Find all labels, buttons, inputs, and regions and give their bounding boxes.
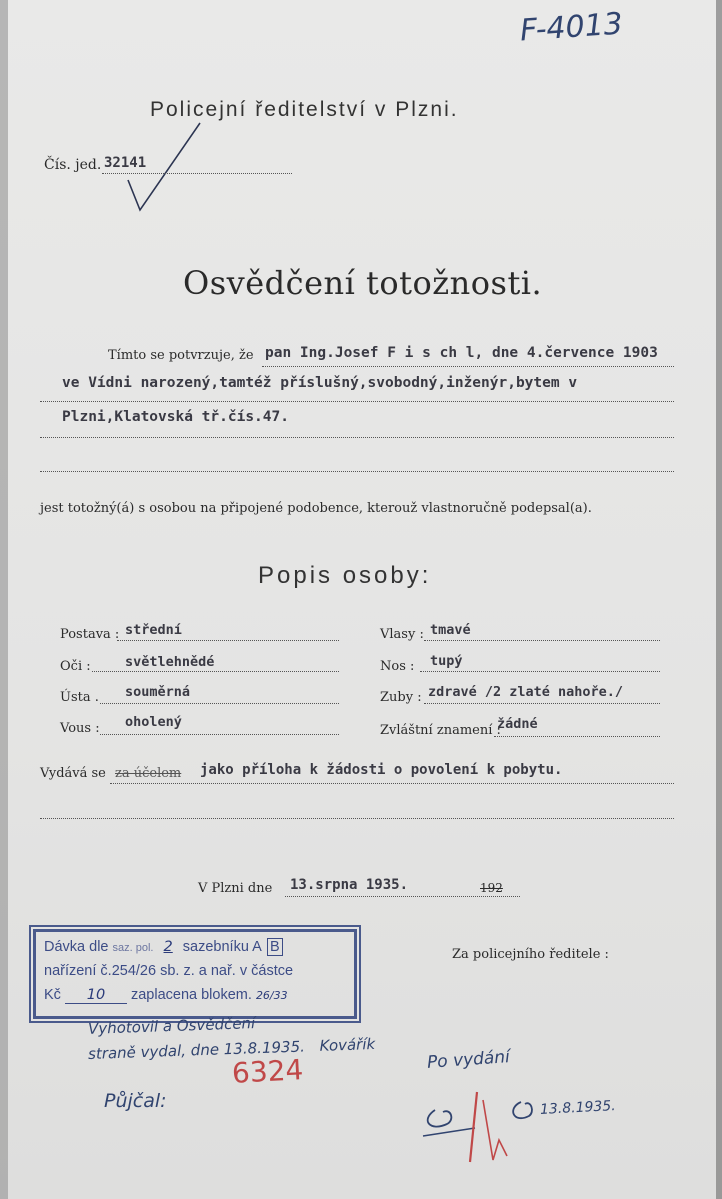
stamp-text: Dávka dle: [44, 939, 109, 955]
dotted-line: [420, 671, 660, 672]
red-file-number: 6324: [231, 1053, 305, 1090]
date-value: 13.srpna 1935.: [290, 877, 409, 893]
dotted-line: [285, 896, 520, 897]
struck-year: 192: [480, 881, 503, 895]
cis-value: 32141: [104, 155, 147, 171]
reference-number: F-4013: [518, 6, 624, 49]
signature-date: 13.8.1935.: [539, 1098, 617, 1118]
handwritten-note-text: straně vydal, dne 13.8.1935.: [87, 1037, 306, 1064]
stamp-line-1: [44, 938, 283, 956]
issued-struck-text: za účelem: [115, 766, 182, 781]
stamp-text: Kč: [44, 987, 61, 1003]
director-label: Za policejního ředitele :: [452, 947, 609, 962]
stamp-note: 26/33: [255, 989, 288, 1002]
fee-stamp: [33, 929, 357, 1019]
field-value-usta: souměrná: [125, 684, 191, 700]
dotted-line: [117, 640, 339, 641]
stamp-amount: 10: [65, 987, 127, 1004]
field-value-nos: tupý: [430, 653, 463, 669]
dotted-line: [100, 734, 339, 735]
field-label-oci: Oči :: [60, 659, 91, 674]
description-heading: Popis osoby:: [258, 562, 432, 589]
dotted-line: [100, 703, 339, 704]
dotted-line: [40, 401, 674, 402]
handwritten-signature: Kovářík: [319, 1034, 376, 1055]
cis-dotted-line: [102, 173, 292, 174]
borrowed-note: Půjčal:: [104, 1090, 167, 1112]
document-title: Osvědčení totožnosti.: [183, 264, 543, 302]
confirmation-line-1: pan Ing.Josef F i s ch l, dne 4.července 1903: [265, 345, 658, 361]
field-value-postava: střední: [125, 622, 182, 638]
confirmation-line-3: Plzni,Klatovská tř.čís.47.: [62, 409, 289, 425]
stamp-text: sazebníku A: [182, 939, 261, 955]
dotted-line: [110, 783, 674, 784]
field-label-postava: Postava :: [60, 627, 120, 642]
handwritten-note-1: Vyhotovil a Osvědčení: [87, 1014, 256, 1038]
issued-label: Vydává se: [40, 766, 106, 781]
field-label-usta: Ústa .: [60, 690, 99, 705]
dotted-line: [40, 471, 674, 472]
after-issue-note: Po vydání: [426, 1047, 511, 1073]
signature-icon: [415, 1080, 540, 1170]
field-label-vlasy: Vlasy :: [380, 627, 424, 642]
dotted-line: [40, 818, 674, 819]
field-value-vous: oholený: [125, 714, 182, 730]
field-value-vlasy: tmavé: [430, 622, 471, 638]
identity-statement: jest totožný(á) s osobou na připojené podobence, kterouž vlastnoručně podepsal(a).: [40, 501, 592, 516]
field-value-zuby: zdravé /2 zlaté nahoře./: [428, 684, 624, 700]
dotted-line: [40, 437, 674, 438]
issued-purpose: jako příloha k žádosti o povolení k pobytu.: [200, 762, 563, 778]
stamp-item-number: 2: [163, 939, 173, 955]
stamp-line-2: nařízení č.254/26 sb. z. a nař. v částce: [44, 963, 294, 979]
date-label: V Plzni dne: [198, 881, 273, 896]
scan-edge-left: [0, 0, 8, 1199]
dotted-line: [92, 671, 339, 672]
stamp-box-letter: B: [267, 938, 283, 956]
scan-edge-right: [716, 0, 722, 1199]
field-value-zvlastni: žádné: [497, 716, 538, 732]
dotted-line: [424, 703, 660, 704]
dotted-line: [424, 640, 660, 641]
stamp-text: zaplacena blokem.: [130, 987, 252, 1003]
field-value-oci: světlehnědé: [125, 654, 215, 670]
field-label-zvlastni: Zvláštní znamení :: [380, 723, 501, 738]
confirmation-intro: Tímto se potvrzuje, že: [108, 348, 254, 363]
cis-label: Čís. jed.: [44, 157, 102, 173]
field-label-vous: Vous :: [60, 721, 100, 736]
office-heading: Policejní ředitelství v Plzni.: [150, 98, 459, 121]
field-label-nos: Nos :: [380, 659, 415, 674]
stamp-line-3: [44, 987, 288, 1004]
confirmation-line-2: ve Vídni narozený,tamtéž příslušný,svobodný,inženýr,bytem v: [62, 375, 578, 391]
stamp-struck-text: saz. pol.: [112, 942, 154, 954]
field-label-zuby: Zuby :: [380, 690, 422, 705]
dotted-line: [262, 366, 674, 367]
dotted-line: [494, 736, 660, 737]
